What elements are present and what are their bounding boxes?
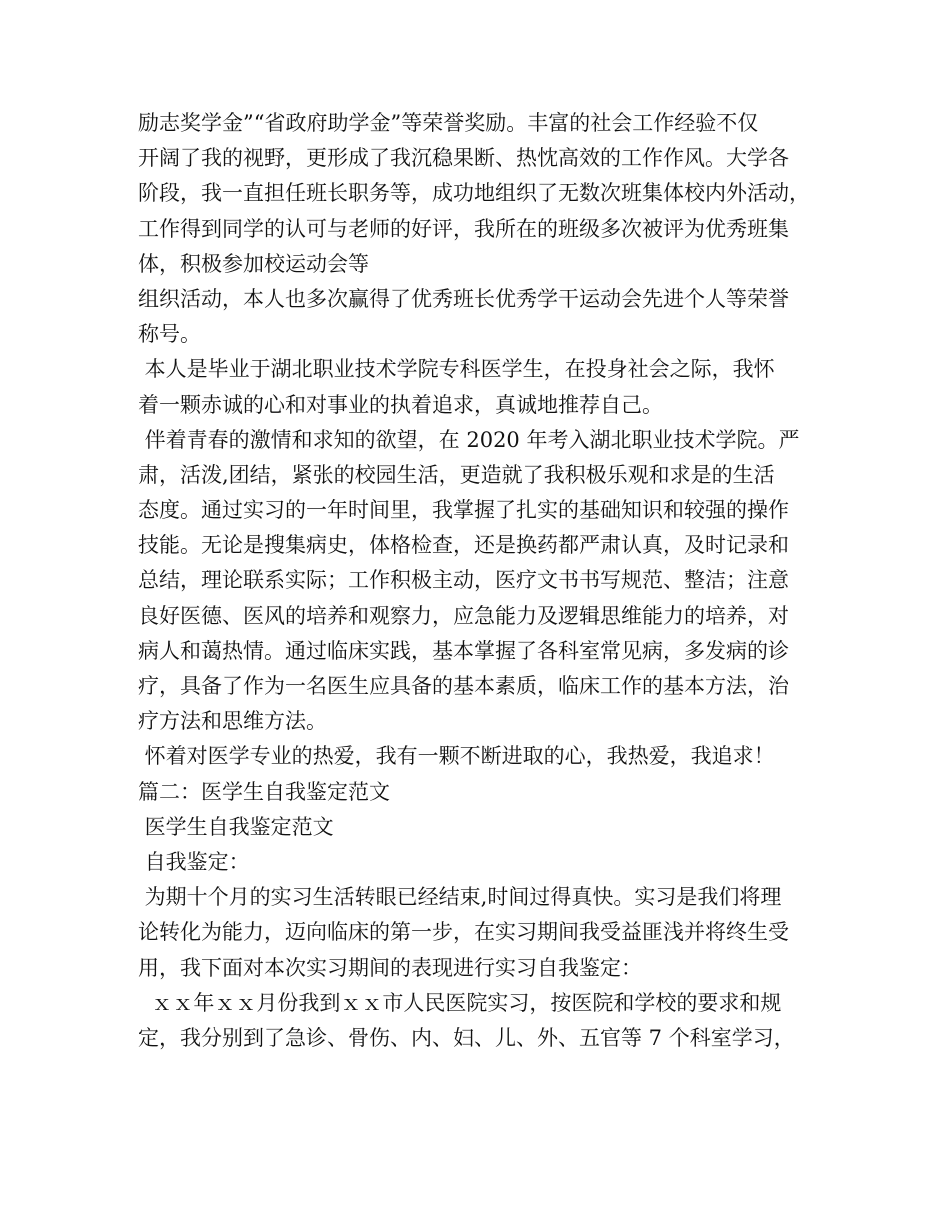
- subsection-title: 医学生自我鉴定范文: [138, 814, 334, 839]
- text-line: 励志奖学金”“省政府助学金”等荣誉奖励。丰富的社会工作经验不仅: [138, 111, 759, 135]
- text-line: 开阔了我的视野，更形成了我沉稳果断、热忱高效的工作作风。大学各: [138, 146, 789, 171]
- text-line: 为期十个月的实习生活转眼已经结束,时间过得真快。实习是我们将理: [138, 885, 782, 910]
- text-line: 肃，活泼,团结，紧张的校园生活，更造就了我积极乐观和求是的生活: [138, 462, 775, 487]
- text-line: 良好医德、医风的培养和观察力，应急能力及逻辑思维能力的培养，对: [138, 603, 789, 628]
- text-line: 论转化为能力，迈向临床的第一步，在实习期间我受益匪浅并将终生受: [138, 920, 789, 945]
- text-line: 称号。: [138, 322, 201, 347]
- section-heading: 篇二：医学生自我鉴定范文: [138, 779, 390, 804]
- text-line: 本人是毕业于湖北职业技术学院专科医学生，在投身社会之际，我怀: [138, 357, 775, 382]
- text-line: 阶段，我一直担任班长职务等，成功地组织了无数次班集体校内外活动，: [138, 181, 810, 206]
- text-line: 伴着青春的激情和求知的欲望，在 2020 年考入湖北职业技术学院。严: [138, 427, 800, 452]
- text-line: ｘｘ年ｘｘ月份我到ｘｘ市人民医院实习，按医院和学校的要求和规: [138, 990, 782, 1015]
- text-line: 疗方法和思维方法。: [138, 709, 327, 734]
- text-line: 组织活动，本人也多次赢得了优秀班长优秀学干运动会先进个人等荣誉: [138, 286, 789, 311]
- text-line: 用，我下面对本次实习期间的表现进行实习自我鉴定：: [138, 955, 642, 980]
- text-line: 技能。无论是搜集病史，体格检查，还是换药都严肃认真，及时记录和: [138, 533, 789, 558]
- text-line: 总结，理论联系实际；工作积极主动，医疗文书书写规范、整洁；注意: [138, 568, 789, 593]
- text-line: 体，积极参加校运动会等: [138, 251, 369, 276]
- text-line: 怀着对医学专业的热爱，我有一颗不断进取的心，我热爱，我追求！: [138, 744, 775, 769]
- text-line: 工作得到同学的认可与老师的好评，我所在的班级多次被评为优秀班集: [138, 216, 789, 241]
- text-line: 着一颗赤诚的心和对事业的执着追求，真诚地推荐自己。: [138, 392, 663, 417]
- document-body: [138, 106, 828, 1056]
- text-line: 疗，具备了作为一名医生应具备的基本素质，临床工作的基本方法，治: [138, 674, 789, 698]
- text-line: 定，我分别到了急诊、骨伤、内、妇、儿、外、五官等 7 个科室学习，: [138, 1025, 795, 1050]
- text-line: 自我鉴定：: [138, 849, 250, 874]
- text-line: 病人和蔼热情。通过临床实践，基本掌握了各科室常见病，多发病的诊: [138, 638, 789, 663]
- text-line: 态度。通过实习的一年时间里，我掌握了扎实的基础知识和较强的操作: [138, 498, 789, 523]
